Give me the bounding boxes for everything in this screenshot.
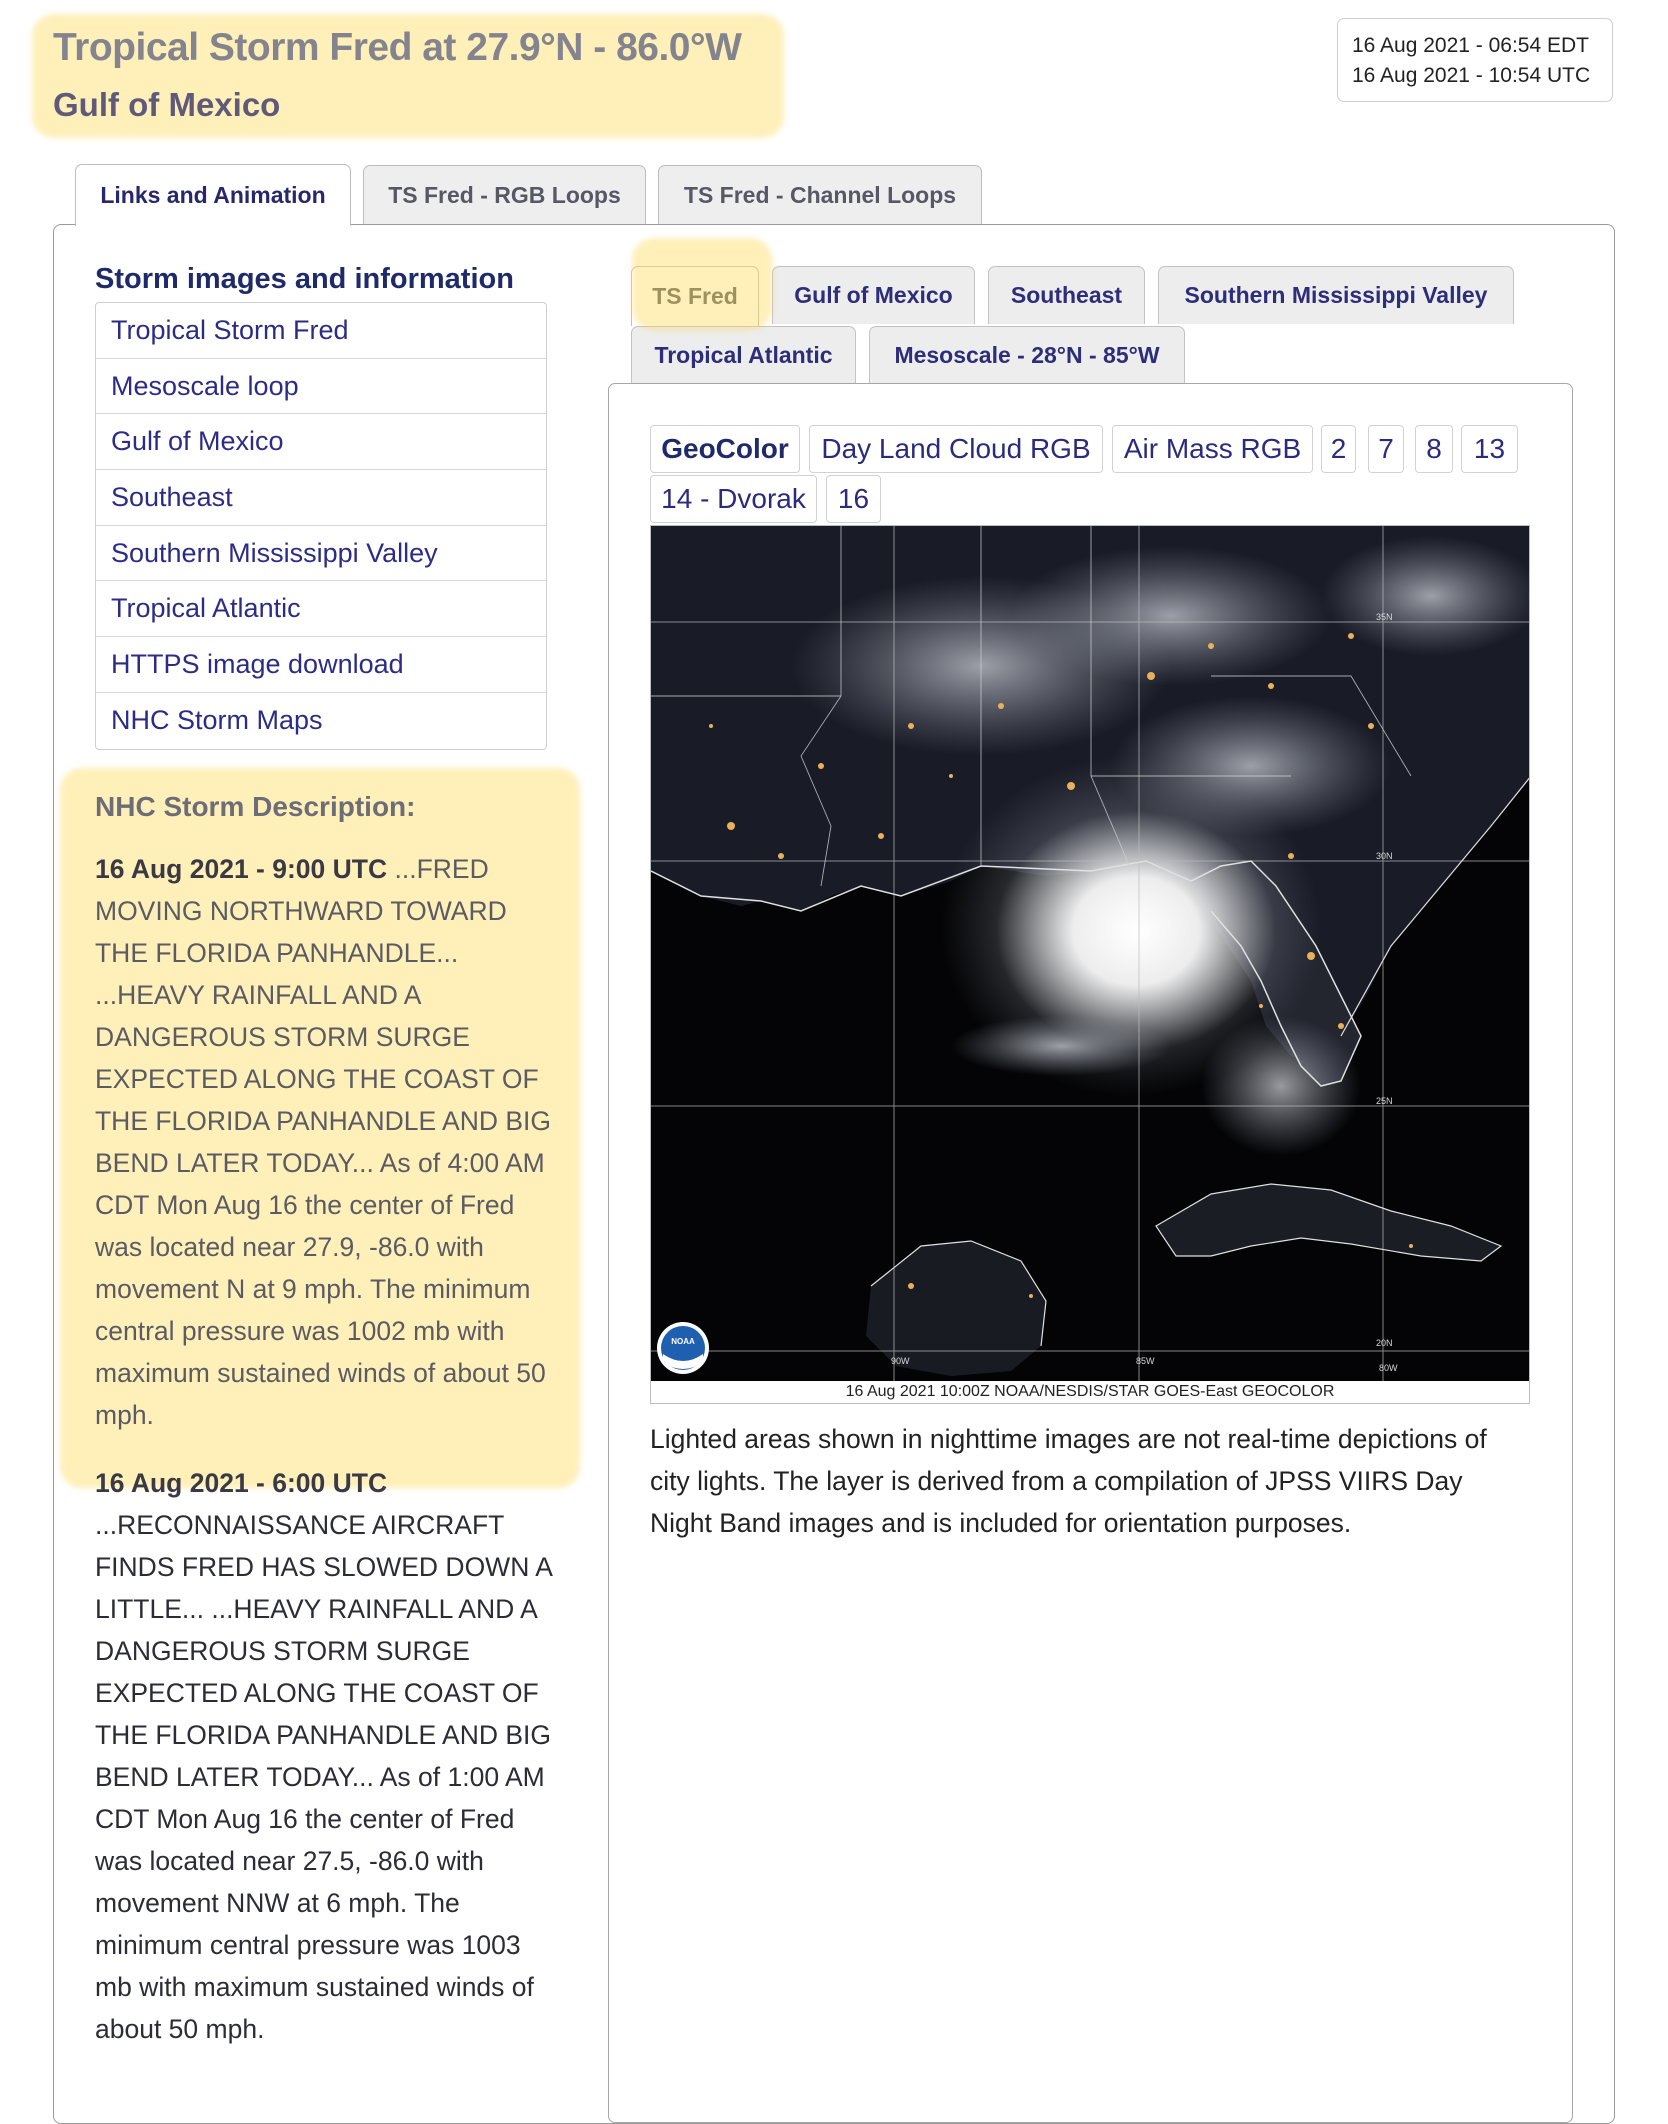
link-gulf-of-mexico[interactable]: Gulf of Mexico	[96, 414, 546, 470]
tab-southeast[interactable]: Southeast	[988, 266, 1145, 324]
grid-label: 35N	[1376, 612, 1393, 622]
tab-tropical-atlantic[interactable]: Tropical Atlantic	[631, 326, 856, 384]
city-lights-note: Lighted areas shown in nighttime images are not real-time depictions of city lights. The layer is derived from a compilation of JPSS VIIRS Day Night Band images and is included for orientation purposes.	[650, 1424, 1487, 1538]
entry-text: ...RECONNAISSANCE AIRCRAFT FINDS FRED HAS SLOWED DOWN A LITTLE... ...HEAVY RAINFALL AND A DANGEROUS STORM SURGE EXPECTED ALONG THE COAST OF THE FLORIDA PANHANDLE AND BIG BEND LATER TODAY... As of 1:00 AM CDT Mon Aug 16 the center of Fred was located near 27.5, -86.0 with movement NNW at 6 mph. The minimum central pressure was 1003 mb with maximum sustained winds of about 50 mph.	[95, 1510, 552, 2044]
product-band-2[interactable]: 2	[1321, 425, 1356, 473]
product-band-7[interactable]: 7	[1368, 425, 1404, 473]
time-utc: 16 Aug 2021 - 10:54 UTC	[1352, 64, 1591, 87]
tab-rgb-loops[interactable]: TS Fred - RGB Loops	[363, 165, 646, 225]
product-geocolor[interactable]: GeoColor	[650, 425, 800, 473]
storm-cloud-mass	[996, 811, 1276, 1051]
tab-channel-loops[interactable]: TS Fred - Channel Loops	[658, 165, 982, 225]
grid-label: 80W	[1379, 1363, 1398, 1373]
cloud-band	[951, 1016, 1171, 1076]
image-caption: 16 Aug 2021 10:00Z NOAA/NESDIS/STAR GOES-East GEOCOLOR	[651, 1381, 1529, 1403]
storm-links-list	[95, 302, 547, 750]
grid-label: 85W	[1136, 1356, 1155, 1366]
link-mesoscale-loop[interactable]: Mesoscale loop	[96, 359, 546, 415]
tab-mesoscale[interactable]: Mesoscale - 28°N - 85°W	[869, 326, 1185, 384]
grid-label: 30N	[1376, 851, 1393, 861]
link-https-image-download[interactable]: HTTPS image download	[96, 637, 546, 693]
page-title: Tropical Storm Fred at 27.9°N - 86.0°W	[53, 26, 742, 69]
entry-text: ...FRED MOVING NORTHWARD TOWARD THE FLORIDA PANHANDLE... ...HEAVY RAINFALL AND A DANGEROUS STORM SURGE EXPECTED ALONG THE COAST OF THE FLORIDA PANHANDLE AND BIG BEND LATER TODAY... As of 4:00 AM CDT Mon Aug 16 the center of Fred was located near 27.9, -86.0 with movement N at 9 mph. The minimum central pressure was 1002 mb with maximum sustained winds of about 50 mph.	[95, 854, 551, 1430]
tab-ts-fred[interactable]: TS Fred	[631, 266, 759, 326]
section-title: Storm images and information	[95, 263, 514, 295]
link-tropical-atlantic[interactable]: Tropical Atlantic	[96, 581, 546, 637]
noaa-logo	[657, 1322, 709, 1374]
link-nhc-storm-maps[interactable]: NHC Storm Maps	[111, 705, 323, 736]
product-band-16[interactable]: 16	[826, 475, 881, 523]
time-edt: 16 Aug 2021 - 06:54 EDT	[1352, 34, 1589, 57]
product-dvorak[interactable]: 14 - Dvorak	[650, 475, 817, 523]
satellite-map	[651, 526, 1530, 1382]
entry-time: 16 Aug 2021 - 6:00 UTC	[95, 1468, 388, 1498]
storm-description-title: NHC Storm Description:	[95, 791, 416, 822]
entry-time: 16 Aug 2021 - 9:00 UTC	[95, 854, 388, 884]
satellite-image[interactable]	[650, 525, 1530, 1404]
tab-gulf-of-mexico[interactable]: Gulf of Mexico	[772, 266, 975, 324]
product-band-8[interactable]: 8	[1415, 425, 1453, 473]
link-southern-mississippi-valley[interactable]: Southern Mississippi Valley	[96, 526, 546, 582]
highlight-mark	[632, 238, 772, 330]
grid-label: 25N	[1376, 1096, 1393, 1106]
cloud-band	[1201, 1016, 1361, 1156]
grid-label: 20N	[1376, 1338, 1393, 1348]
cloud-band	[1011, 546, 1331, 686]
tab-southern-mississippi-valley[interactable]: Southern Mississippi Valley	[1158, 266, 1514, 324]
tab-links-and-animation[interactable]: Links and Animation	[75, 164, 351, 226]
storm-description-entry	[95, 1462, 555, 2050]
storm-description-entry	[95, 848, 555, 1436]
logo-text: NOAA	[671, 1337, 695, 1346]
link-tropical-storm-fred[interactable]: Tropical Storm Fred	[96, 303, 546, 359]
timestamp-box	[1337, 18, 1613, 102]
product-air-mass-rgb[interactable]: Air Mass RGB	[1112, 425, 1313, 473]
link-southeast[interactable]: Southeast	[96, 470, 546, 526]
product-band-13[interactable]: 13	[1461, 425, 1518, 473]
page-subtitle: Gulf of Mexico	[53, 86, 281, 123]
product-day-land-cloud-rgb[interactable]: Day Land Cloud RGB	[809, 425, 1103, 473]
grid-label: 90W	[891, 1356, 910, 1366]
